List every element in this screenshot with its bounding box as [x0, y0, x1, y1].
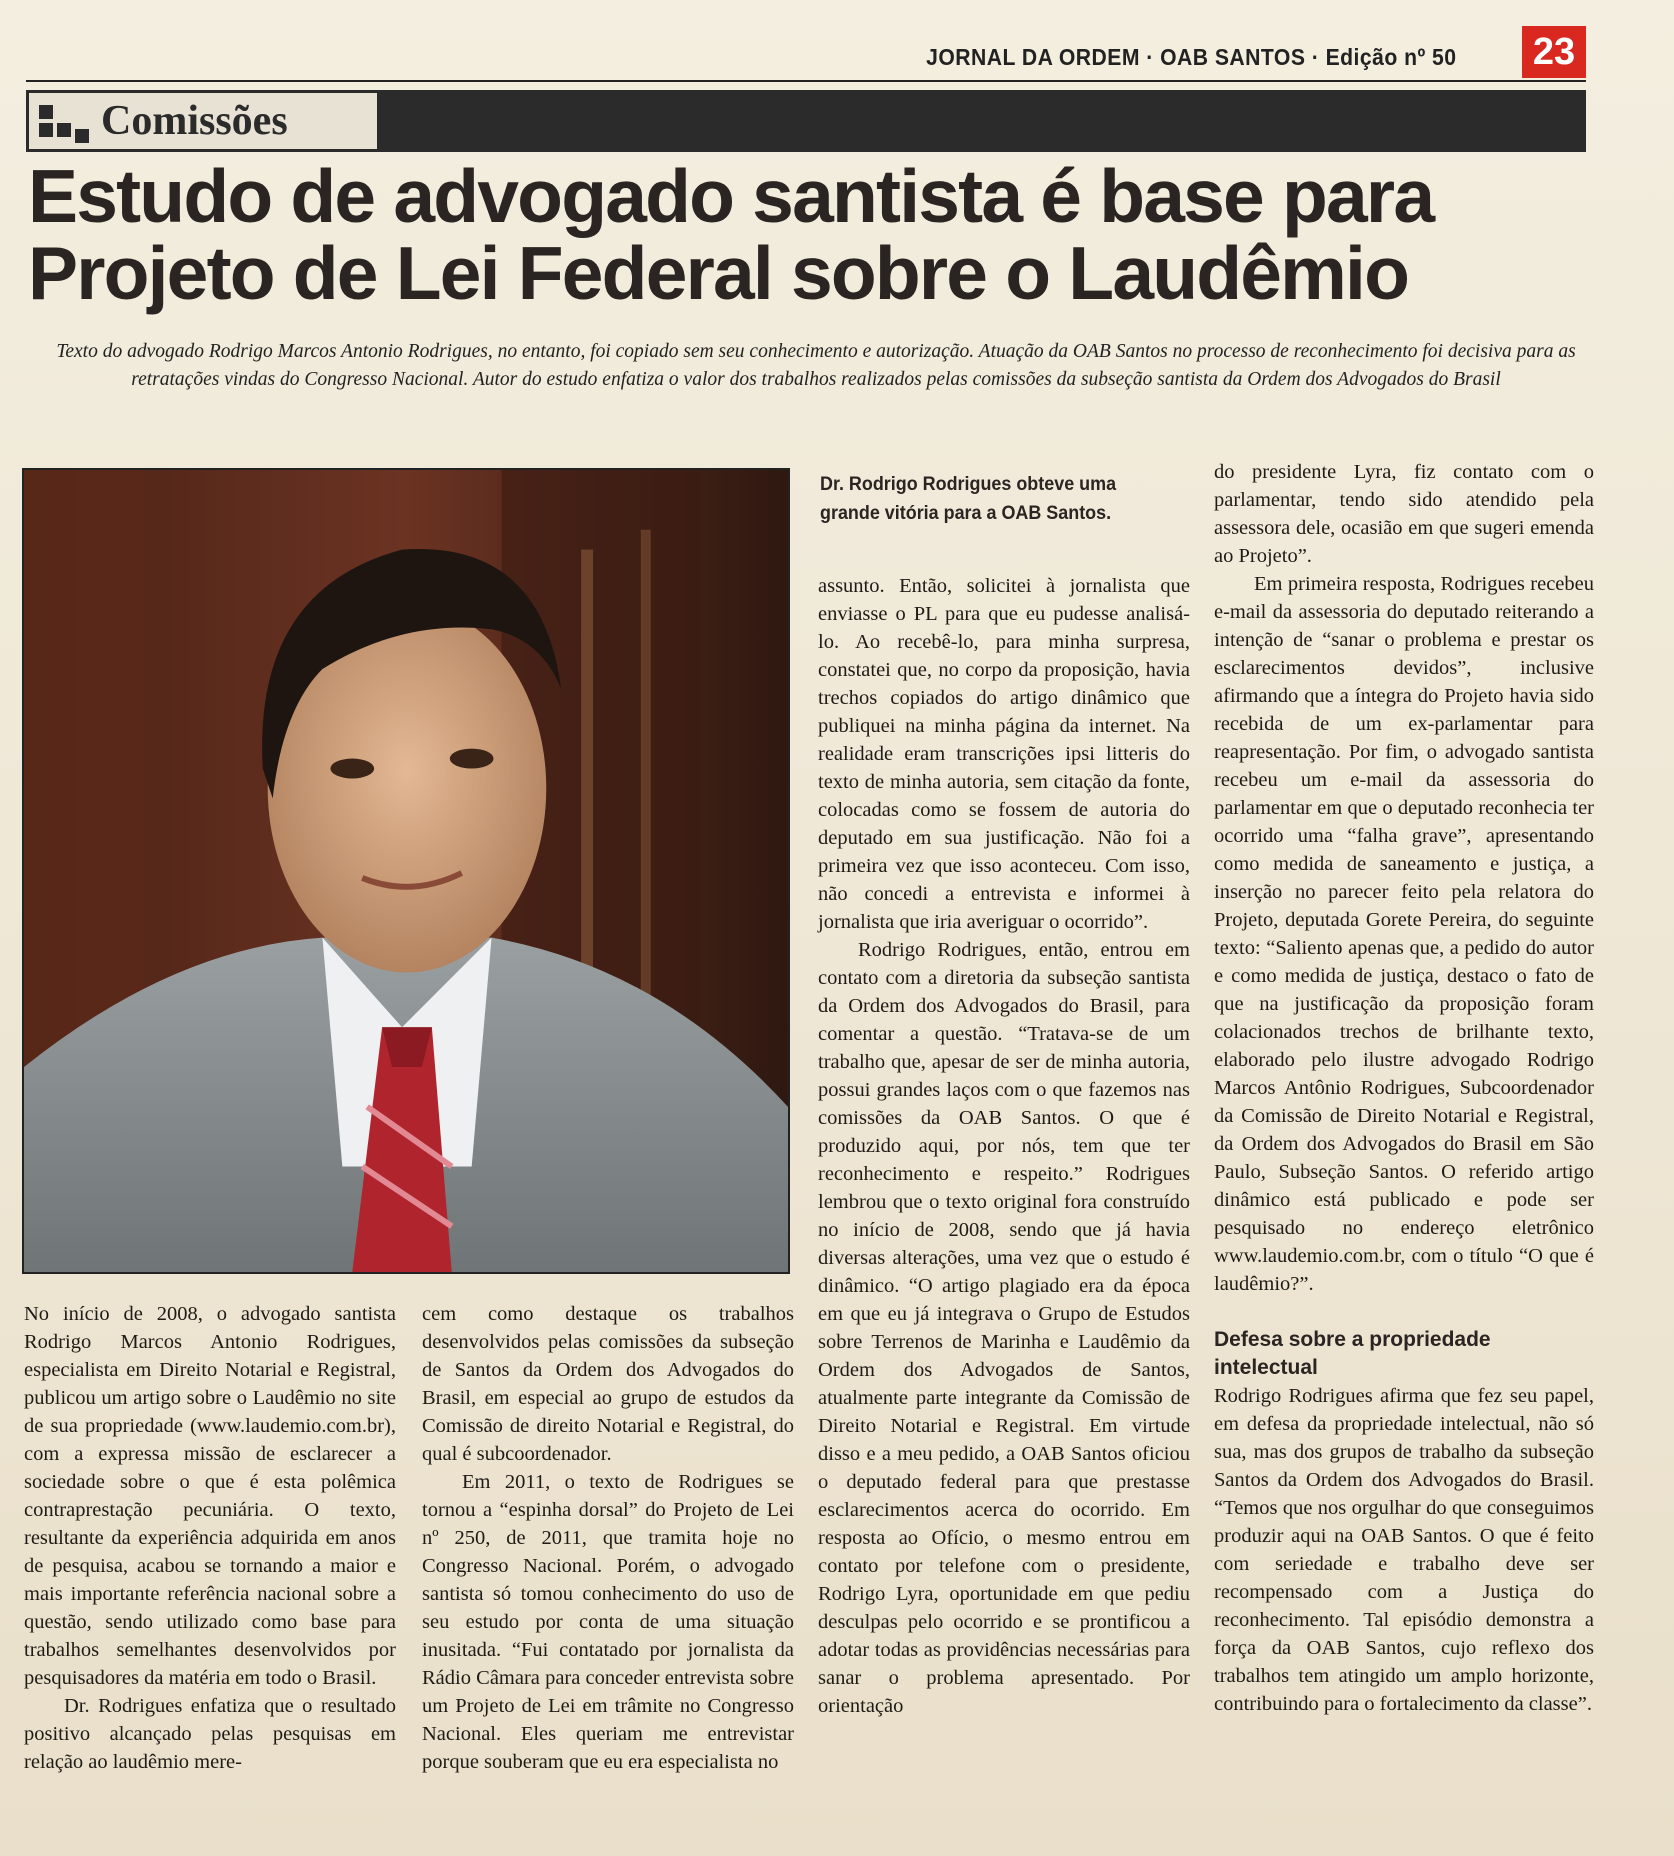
paragraph: do presidente Lyra, fiz contato com o parlamentar, tendo sido atendido pela assessora dele, ocasião em que sugeri emenda ao Projeto”.	[1214, 461, 1594, 567]
paragraph: Em 2011, o texto de Rodrigues se tornou a “espinha dorsal” do Projeto de Lei nº 250, de 2011, que tramita hoje no Congresso Nacional. Porém, o advogado santista só tomou conhecimento do uso de seu estudo por conta de uma situação inusitada. “Fui contatado por jornalista da Rádio Câmara para conceder entrevista sobre um Projeto de Lei em trâmite no Congresso Nacional. Eles queriam me entrevistar porque souberam que eu era especialista no	[422, 1471, 794, 1773]
paragraph: Em primeira resposta, Rodrigues recebeu e-mail da assessoria do deputado reiterando a intenção de “sanar o problema e prestar os esclarecimentos devidos”, inclusive afirmando que a íntegra do Projeto havia sido recebida de um ex-parlamentar para reapresentação. Por fim, o advogado santista recebeu um e-mail da assessoria do parlamentar em que o deputado reconhecia ter ocorrido uma “falha grave”, apresentando como medida de saneamento e justiça, a inserção no parecer feito pela relatora do Projeto, deputada Gorete Pereira, do seguinte texto: “Saliento apenas que, a pedido do autor e como medida de justiça, destaco o fato de que na justificação da proposição foram colacionados trechos de brilhante texto, elaborado pelo ilustre advogado Rodrigo Marcos Antônio Rodrigues, Subcoordenador da Comissão de Direito Notarial e Registral, da Ordem dos Advogados do Brasil em São Paulo, Subseção Santos. O referido artigo dinâmico está publicado e pode ser pesquisado no endereço eletrônico www.laudemio.com.br, com o título “O que é laudêmio?”.	[1214, 573, 1594, 1295]
headline-line-2: Projeto de Lei Federal sobre o Laudêmio	[28, 231, 1409, 315]
page-number: 23	[1522, 26, 1586, 78]
paragraph: Rodrigo Rodrigues afirma que fez seu papel, em defesa da propriedade intelectual, não só sua, mas dos grupos de trabalho da subseção Santos da Ordem dos Advogados do Brasil. “Temos que nos orgulhar do que conseguimos produzir aqui na OAB Santos. O que é feito com seriedade e trabalho deve ser recompensado com a Justiça do reconhecimento. Tal episódio demonstra a força da OAB Santos, cujo reflexo dos trabalhos tem atingido um amplo horizonte, contribuindo para o fortalecimento da classe”.	[1214, 1385, 1594, 1715]
paragraph: Dr. Rodrigues enfatiza que o resultado positivo alcançado pelas pesquisas em relação ao laudêmio mere-	[24, 1695, 396, 1773]
page-header	[26, 26, 1586, 82]
paragraph: Rodrigo Rodrigues, então, entrou em contato com a diretoria da subseção santista da Ordem dos Advogados do Brasil, para comentar a questão. “Tratava-se de um trabalho que, apesar de ser de minha autoria, possui grandes laços com o que fazemos nas comissões da OAB Santos. O que é produzido aqui, por nós, tem que ter reconhecimento e respeito.” Rodrigues lembrou que o texto original fora construído no início de 2008, sendo que já havia diversas alterações, uma vez que o estudo é dinâmico. “O artigo plagiado era da época em que eu já integrava o Grupo de Estudos sobre Terrenos de Marinha e Laudêmio da Ordem dos Advogados de Santos, atualmente parte integrante da Comissão de Direito Notarial e Registral. Em virtude disso e a meu pedido, a OAB Santos oficiou o deputado federal para que prestasse esclarecimentos acerca do ocorrido. Em resposta ao Ofício, o mesmo entrou em contato por telefone com o presidente, Rodrigo Lyra, oportunidade em que pediu desculpas pelo ocorrido e se prontificou a adotar todas as providências necessárias para sanar o problema apresentado. Por orientação	[818, 939, 1190, 1717]
paragraph: cem como destaque os trabalhos desenvolvidos pelas comissões da subseção de Santos da Ordem dos Advogados do Brasil, em especial ao grupo de estudos da Comissão de direito Notarial e Registral, do qual é subcoordenador.	[422, 1303, 794, 1465]
paragraph: assunto. Então, solicitei à jornalista que enviasse o PL para que eu pudesse analisá-lo. Ao recebê-lo, para minha surpresa, constatei que, no corpo da proposição, havia trechos copiados do artigo dinâmico que publiquei na minha página da internet. Na realidade eram transcrições ipsi litteris do texto de minha autoria, sem citação da fonte, colocadas como se fossem de autoria do deputado em sua justificação. Não foi a primeira vez que isso aconteceu. Com isso, não concedi a entrevista e informei à jornalista que iria averiguar o ocorrido”.	[818, 575, 1190, 933]
author-photo	[22, 468, 790, 1274]
article-subtitle: Texto do advogado Rodrigo Marcos Antonio Rodrigues, no entanto, foi copiado sem seu conhecimento e autorização. Atuação da OAB Santos no processo de reconhecimento foi decisiva para as retratações vindas do Congresso Nacional. Autor do estudo enfatiza o valor dos trabalhos realizados pelas comissões da subseção santista da Ordem dos Advogados do Brasil	[56, 341, 1576, 390]
section-label-box	[26, 90, 380, 152]
article-column-4	[1214, 458, 1594, 1718]
article-column-3	[818, 572, 1190, 1720]
portrait-illustration	[24, 470, 788, 1272]
section-bar	[26, 90, 1586, 152]
photo-caption: Dr. Rodrigo Rodrigues obteve uma grande vitória para a OAB Santos.	[820, 473, 1117, 524]
journal-title: JORNAL DA ORDEM · OAB SANTOS · Edição nº 50	[925, 44, 1456, 70]
paragraph: No início de 2008, o advogado santista Rodrigo Marcos Antonio Rodrigues, especialista em Direito Notarial e Registral, publicou um artigo sobre o Laudêmio no site de sua propriedade (www.laudemio.com.br), com a expressa missão de esclarecer a sociedade sobre o que é esta polêmica contraprestação pecuniária. O texto, resultante da experiência adquirida em anos de pesquisa, acabou se tornando a maior e mais importante referência nacional sobre a questão, sendo utilizado como base para trabalhos semelhantes desenvolvidos por pesquisadores da matéria em todo o Brasil.	[24, 1303, 396, 1689]
section-title: Comissões	[101, 98, 288, 144]
headline	[28, 154, 1588, 315]
headline-line-1: Estudo de advogado santista é base para	[28, 154, 1434, 238]
section-blocks-icon	[39, 105, 99, 143]
article-column-1	[24, 1300, 396, 1776]
subheading: Defesa sobre a propriedade intelectual	[1214, 1328, 1491, 1379]
article-column-2	[422, 1300, 794, 1776]
